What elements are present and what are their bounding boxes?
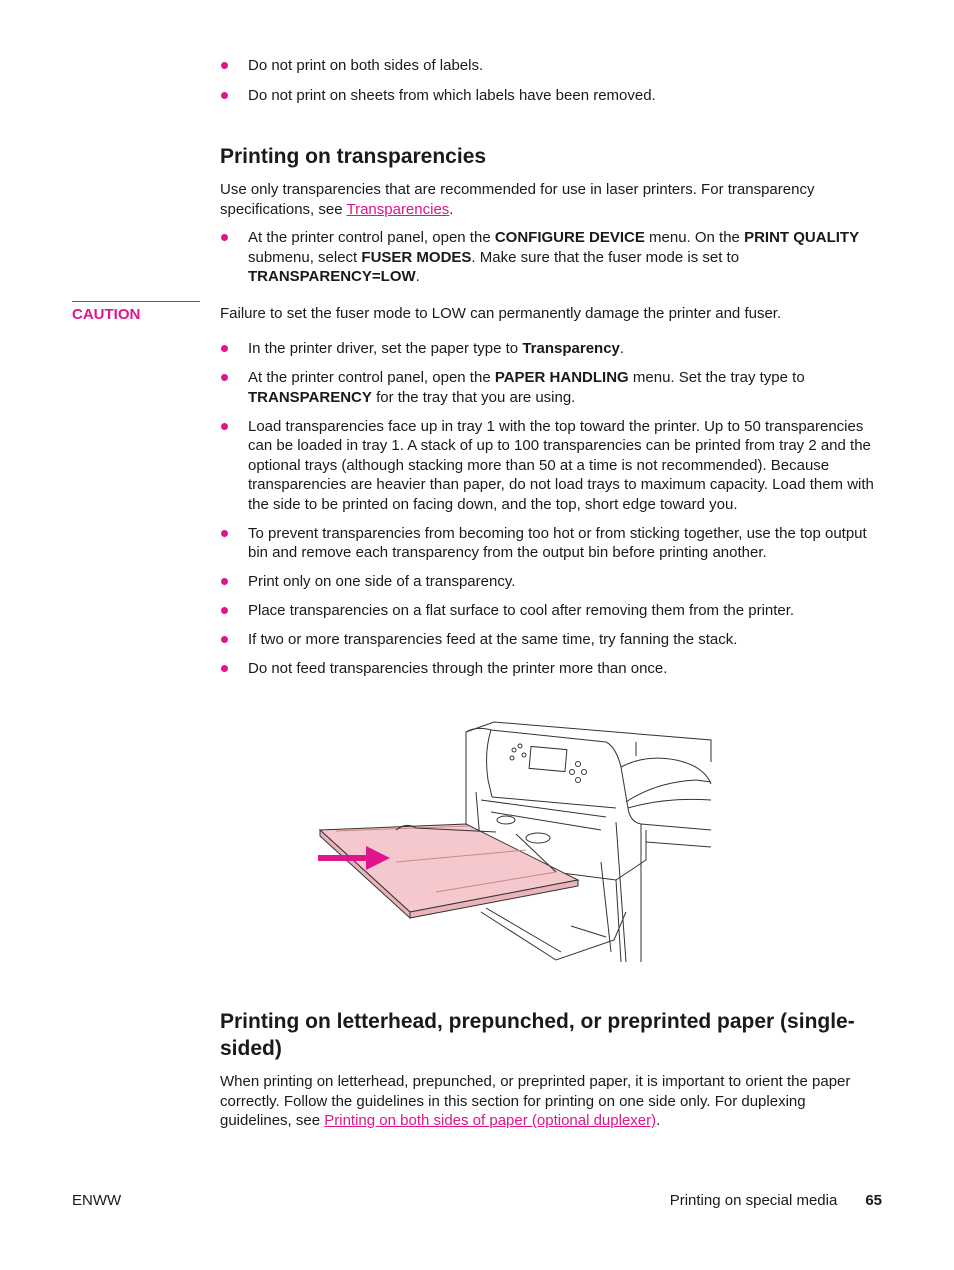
- fuser-bullets: [220, 228, 880, 287]
- list-item: Do not print on sheets from which labels have been removed.: [220, 86, 880, 106]
- section-heading-transparencies: Printing on transparencies: [220, 145, 487, 168]
- transparency-bullets: [220, 339, 880, 679]
- bullet-dot-icon: [221, 234, 228, 241]
- bullet-dot-icon: [221, 374, 228, 381]
- list-item: Place transparencies on a flat surface to cool after removing them from the printer.: [220, 601, 880, 621]
- list-item: Do not print on both sides of labels.: [220, 56, 880, 76]
- list-item: In the printer driver, set the paper type to Transparency.: [220, 339, 880, 359]
- bullet-dot-icon: [221, 345, 228, 352]
- list-item: Load transparencies face up in tray 1 with the top toward the printer. Up to 50 transparencies can be loaded in tray 1. A stack of up to 100 transparencies can be printed from tray 2 and the optional trays (although stacking more than 50 at a time is not recommended). Because transparencies are heavier than paper, do not load trays to maximum capacity. Load them with the side to be printed on facing down, and the top, short edge toward you.: [220, 417, 880, 515]
- footer-section-title: Printing on special media: [669, 1192, 838, 1209]
- bullet-dot-icon: [221, 578, 228, 585]
- control-panel-display-icon: [529, 746, 567, 771]
- list-item: Print only on one side of a transparency.: [220, 572, 880, 592]
- footer-section-page: [670, 1192, 882, 1209]
- bullet-dot-icon: [221, 92, 228, 99]
- list-item: At the printer control panel, open the CONFIGURE DEVICE menu. On the PRINT QUALITY submenu, select FUSER MODES. Make sure that the fuser mode is set to TRANSPARENCY=LOW.: [220, 228, 880, 287]
- section-heading-letterhead: Printing on letterhead, prepunched, or preprinted paper (single-sided): [220, 1010, 855, 1060]
- transparencies-link[interactable]: Transparencies: [346, 200, 450, 218]
- bullet-dot-icon: [221, 636, 228, 643]
- caution-text: Failure to set the fuser mode to LOW can permanently damage the printer and fuser.: [220, 305, 782, 322]
- bullet-dot-icon: [221, 607, 228, 614]
- bullet-dot-icon: [221, 62, 228, 69]
- label-bullets: [220, 56, 880, 105]
- duplexer-link[interactable]: Printing on both sides of paper (optional duplexer): [324, 1112, 657, 1129]
- bullet-dot-icon: [221, 665, 228, 672]
- bullet-dot-icon: [221, 423, 228, 430]
- list-item: At the printer control panel, open the PAPER HANDLING menu. Set the tray type to TRANSPARENCY for the tray that you are using.: [220, 368, 880, 407]
- page-number: 65: [865, 1192, 882, 1209]
- footer-edition: ENWW: [72, 1192, 122, 1209]
- list-item: Do not feed transparencies through the printer more than once.: [220, 659, 880, 679]
- list-item: If two or more transparencies feed at the same time, try fanning the stack.: [220, 630, 880, 650]
- caution-label: CAUTION: [72, 301, 200, 323]
- bullet-dot-icon: [221, 530, 228, 537]
- transparencies-intro: Use only transparencies that are recommended for use in laser printers. For transparency specifications, see Transparencies.: [220, 181, 815, 218]
- list-item: To prevent transparencies from becoming too hot or from sticking together, use the top output bin and remove each transparency from the output bin before printing another.: [220, 524, 880, 563]
- printer-tray1-transparency-illustration: [316, 712, 716, 968]
- letterhead-intro: When printing on letterhead, prepunched, or preprinted paper, it is important to orient the paper correctly. Follow the guidelines in this section for printing on one side only. For duplexing guidelines, see Printing on both sides of paper (optional duplexer).: [220, 1073, 851, 1129]
